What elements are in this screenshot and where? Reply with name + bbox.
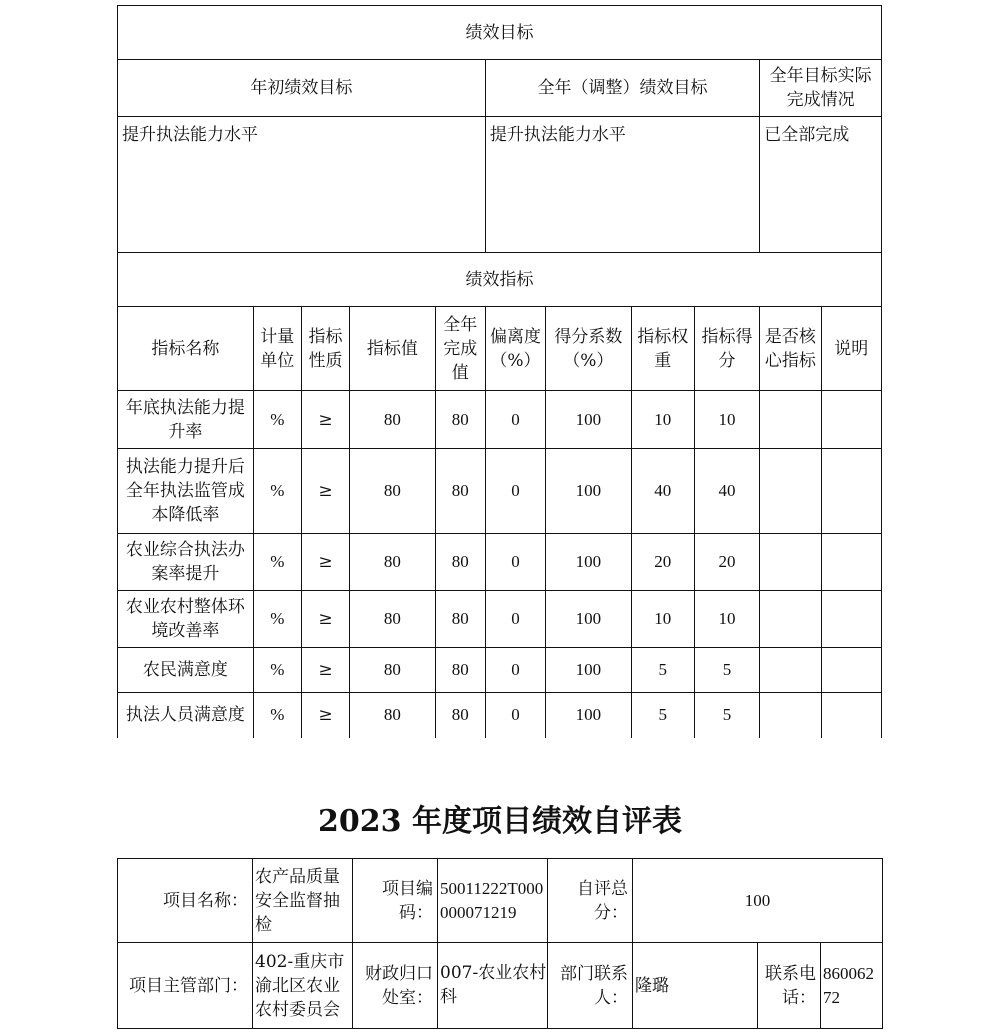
table-row: [118, 449, 882, 534]
indicator-name: 执法人员满意度: [118, 693, 254, 738]
indicator-unit: %: [253, 391, 301, 449]
indicator-target: 80: [350, 449, 435, 534]
form-title: 2023 年度项目绩效自评表: [318, 804, 682, 839]
indicator-nature: ≥: [301, 391, 349, 449]
header-nature: 指标性质: [301, 307, 349, 391]
indicator-score: 10: [694, 591, 759, 648]
goal-header-initial: 年初绩效目标: [118, 60, 486, 117]
indicator-name: 农业农村整体环境改善率: [118, 591, 254, 648]
indicator-actual: 80: [435, 591, 485, 648]
indicator-unit: %: [253, 693, 301, 738]
indicator-coefficient: 100: [546, 648, 631, 693]
indicators-section-title: 绩效指标: [118, 253, 882, 307]
table-row: [118, 648, 882, 693]
indicator-score: 10: [694, 391, 759, 449]
indicator-core: [760, 693, 821, 738]
indicator-unit: %: [253, 449, 301, 534]
indicator-coefficient: 100: [546, 449, 631, 534]
indicator-target: 80: [350, 534, 435, 591]
indicator-name: 农民满意度: [118, 648, 254, 693]
indicator-note: [821, 648, 881, 693]
header-core-indicator: 是否核心指标: [760, 307, 821, 391]
indicator-nature: ≥: [301, 449, 349, 534]
indicator-deviation: 0: [485, 534, 545, 591]
indicator-name: 农业综合执法办案率提升: [118, 534, 254, 591]
indicator-unit: %: [253, 648, 301, 693]
header-indicator-name: 指标名称: [118, 307, 254, 391]
indicator-actual: 80: [435, 693, 485, 738]
indicator-deviation: 0: [485, 391, 545, 449]
goal-value-adjusted: 提升执法能力水平: [485, 117, 759, 253]
dept-label: 项目主管部门：: [118, 943, 253, 1029]
finance-value: 007-农业农村科: [438, 943, 548, 1029]
goal-value-actual: 已全部完成: [760, 117, 882, 253]
indicator-unit: %: [253, 591, 301, 648]
indicator-score: 5: [694, 693, 759, 738]
indicator-note: [821, 391, 881, 449]
indicator-score: 5: [694, 648, 759, 693]
indicator-nature: ≥: [301, 693, 349, 738]
header-target-value: 指标值: [350, 307, 435, 391]
indicator-deviation: 0: [485, 591, 545, 648]
indicator-note: [821, 591, 881, 648]
contact-value: 隆璐: [633, 943, 758, 1029]
project-code-value: 50011222T000000071219: [438, 859, 548, 943]
indicator-deviation: 0: [485, 693, 545, 738]
indicator-weight: 10: [631, 591, 694, 648]
indicator-coefficient: 100: [546, 391, 631, 449]
indicator-nature: ≥: [301, 591, 349, 648]
indicator-core: [760, 391, 821, 449]
contact-label: 部门联系人：: [548, 943, 633, 1029]
header-score-coefficient: 得分系数（%）: [546, 307, 631, 391]
header-weight: 指标权重: [631, 307, 694, 391]
indicator-weight: 40: [631, 449, 694, 534]
header-unit: 计量单位: [253, 307, 301, 391]
indicator-deviation: 0: [485, 648, 545, 693]
indicator-actual: 80: [435, 449, 485, 534]
indicator-target: 80: [350, 391, 435, 449]
indicator-actual: 80: [435, 534, 485, 591]
indicator-nature: ≥: [301, 648, 349, 693]
indicator-nature: ≥: [301, 534, 349, 591]
indicator-note: [821, 534, 881, 591]
indicator-weight: 5: [631, 693, 694, 738]
indicator-unit: %: [253, 534, 301, 591]
indicator-target: 80: [350, 648, 435, 693]
indicator-core: [760, 648, 821, 693]
indicator-core: [760, 449, 821, 534]
indicator-score: 40: [694, 449, 759, 534]
phone-value: 86006272: [821, 943, 883, 1029]
indicator-weight: 5: [631, 648, 694, 693]
indicator-core: [760, 534, 821, 591]
table-row: [118, 591, 882, 648]
indicator-target: 80: [350, 591, 435, 648]
indicator-deviation: 0: [485, 449, 545, 534]
header-deviation: 偏离度（%）: [485, 307, 545, 391]
indicator-weight: 10: [631, 391, 694, 449]
table-row: [118, 391, 882, 449]
finance-label: 财政归口处室：: [353, 943, 438, 1029]
indicator-actual: 80: [435, 648, 485, 693]
project-name-label: 项目名称：: [118, 859, 253, 943]
goal-header-actual: 全年目标实际完成情况: [760, 60, 882, 117]
indicator-actual: 80: [435, 391, 485, 449]
goal-header-adjusted: 全年（调整）绩效目标: [485, 60, 759, 117]
indicator-note: [821, 693, 881, 738]
dept-value: 402-重庆市渝北区农业农村委员会: [253, 943, 353, 1029]
project-code-label: 项目编码：: [353, 859, 438, 943]
header-note: 说明: [821, 307, 881, 391]
indicator-header-row: [118, 307, 882, 391]
project-name-value: 农产品质量安全监督抽检: [253, 859, 353, 943]
performance-table: [117, 5, 882, 738]
header-score: 指标得分: [694, 307, 759, 391]
project-info-table: [117, 858, 883, 1029]
indicator-name: 执法能力提升后全年执法监管成本降低率: [118, 449, 254, 534]
goals-section-title: 绩效目标: [118, 6, 882, 60]
table-row: [118, 693, 882, 738]
indicator-score: 20: [694, 534, 759, 591]
phone-label: 联系电话：: [758, 943, 821, 1029]
indicator-target: 80: [350, 693, 435, 738]
header-actual-value: 全年完成值: [435, 307, 485, 391]
indicator-core: [760, 591, 821, 648]
indicator-name: 年底执法能力提升率: [118, 391, 254, 449]
self-score-value: 100: [633, 859, 883, 943]
goal-value-initial: 提升执法能力水平: [118, 117, 486, 253]
indicator-weight: 20: [631, 534, 694, 591]
indicator-coefficient: 100: [546, 591, 631, 648]
indicator-coefficient: 100: [546, 693, 631, 738]
indicator-note: [821, 449, 881, 534]
table-row: [118, 534, 882, 591]
self-score-label: 自评总分：: [548, 859, 633, 943]
indicator-coefficient: 100: [546, 534, 631, 591]
